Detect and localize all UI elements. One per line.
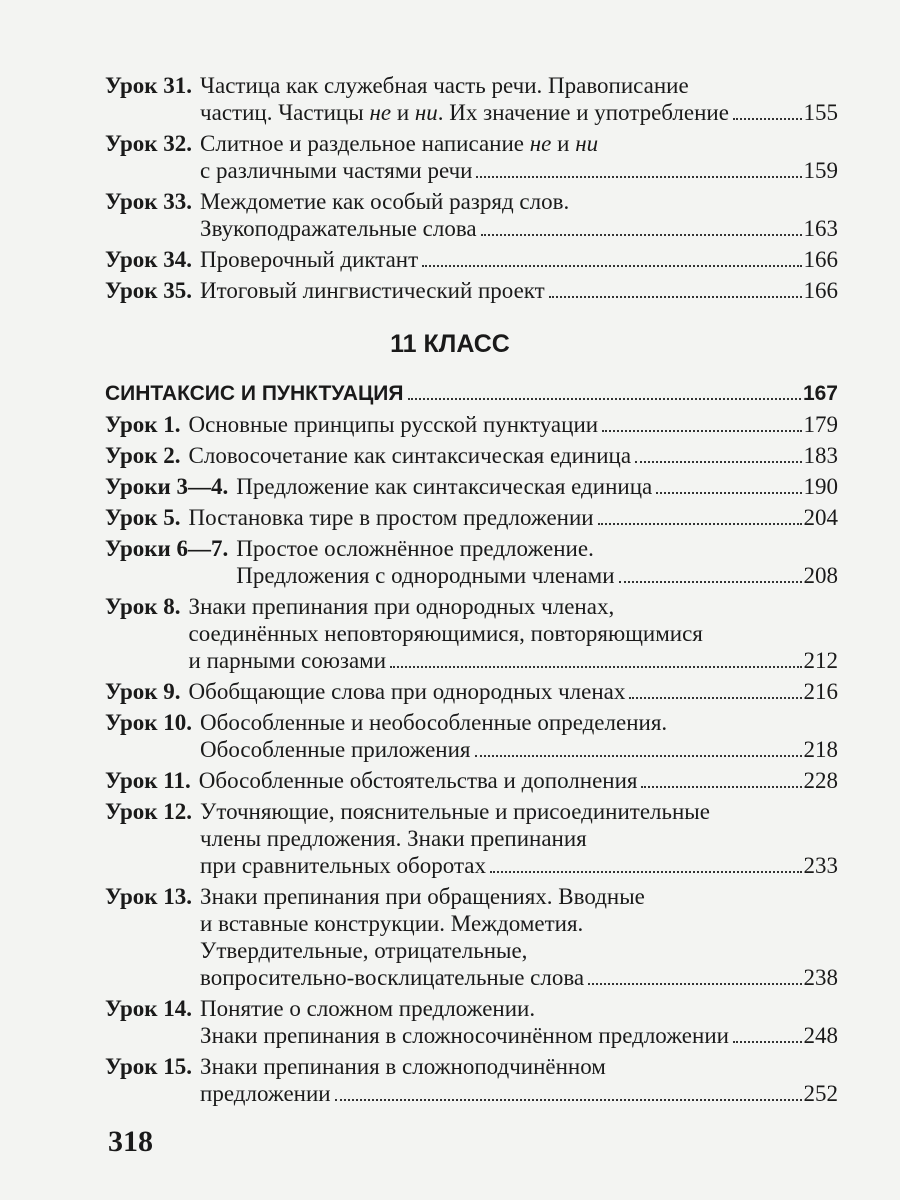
lesson-title-line: Знаки препинания при однородных членах, — [188, 594, 615, 619]
lesson-label: Урок 31. — [105, 73, 193, 98]
leader-dots — [422, 265, 801, 267]
lesson-title-line: Знаки препинания при обращениях. Вводные — [200, 884, 645, 909]
lesson-title-text: Предложение как синтаксическая единица — [236, 474, 653, 499]
lesson-title-text: предложении — [200, 1081, 331, 1106]
lesson-label: Урок 11. — [105, 768, 191, 793]
lesson-title-line: Понятие о сложном предложении. — [200, 996, 536, 1021]
page-reference: 159 — [803, 158, 838, 183]
lesson-title-line — [236, 562, 838, 589]
lesson-title-text: с различными частями речи — [200, 158, 473, 183]
lesson-label: Урок 35. — [105, 278, 193, 303]
page-reference: 166 — [803, 247, 838, 272]
lesson-title-text: вопросительно-восклицательные слова — [200, 965, 585, 990]
page-reference: 252 — [803, 1081, 838, 1106]
lesson-title-line: Уточняющие, пояснительные и присоединительные — [200, 799, 710, 824]
page-reference: 183 — [803, 443, 838, 468]
toc-entry — [105, 277, 838, 304]
leader-dots — [408, 398, 801, 400]
leader-dots — [475, 755, 802, 757]
lesson-title-line — [200, 246, 838, 273]
toc-entry — [105, 442, 838, 469]
lesson-title-text: Знаки препинания в сложносочинённом предложении — [200, 1023, 729, 1048]
lesson-label: Урок 5. — [105, 505, 181, 530]
lesson-title-line — [236, 473, 838, 500]
page-reference: 233 — [803, 853, 838, 878]
lesson-label: Урок 34. — [105, 247, 193, 272]
page-reference: 163 — [803, 216, 838, 241]
lesson-title-text: Постановка тире в простом предложении — [188, 505, 594, 530]
section-heading — [105, 380, 838, 407]
page-reference: 212 — [803, 648, 838, 673]
toc-entry — [105, 1053, 838, 1107]
leader-dots — [641, 786, 801, 788]
page-reference: 208 — [803, 563, 838, 588]
lesson-title-line — [200, 157, 838, 184]
toc-entry — [105, 535, 838, 589]
leader-dots — [335, 1099, 802, 1101]
lesson-title-text: частиц. Частицы не и ни. Их значение и употребление — [200, 100, 729, 125]
toc-top — [105, 72, 838, 308]
lesson-title-line: Обособленные и необособленные определения. — [200, 710, 668, 735]
lesson-title-text: Предложения с однородными членами — [236, 563, 615, 588]
toc-entry — [105, 798, 838, 879]
lesson-title-line — [189, 504, 838, 531]
lesson-title-text: Проверочный диктант — [200, 247, 419, 272]
leader-dots — [481, 234, 802, 236]
toc-entry — [105, 709, 838, 763]
leader-dots — [733, 118, 802, 120]
toc-entry — [105, 504, 838, 531]
lesson-label: Урок 10. — [105, 710, 193, 735]
lesson-title-line — [200, 964, 838, 991]
toc-entry — [105, 72, 838, 126]
lesson-title-line — [189, 678, 838, 705]
leader-dots — [598, 523, 802, 525]
lesson-title-line: Слитное и раздельное написание не и ни — [200, 131, 599, 156]
lesson-title-text: и парными союзами — [188, 648, 387, 673]
page-reference: 216 — [803, 679, 838, 704]
lesson-label: Урок 8. — [105, 594, 181, 619]
lesson-title-line — [200, 277, 838, 304]
leader-dots — [635, 461, 801, 463]
lesson-title-line: Утвердительные, отрицательные, — [200, 938, 528, 963]
lesson-title-line — [200, 736, 838, 763]
lesson-title-text: Основные принципы русской пунктуации — [188, 412, 599, 437]
lesson-title-line: соединённых неповторяющимися, повторяющимися — [188, 621, 703, 646]
lesson-label: Уроки 3—4. — [105, 474, 229, 499]
leader-dots — [602, 430, 801, 432]
lesson-title-line — [189, 411, 838, 438]
lesson-title-line — [199, 767, 838, 794]
page-number: 318 — [108, 1125, 153, 1158]
page-reference: 218 — [803, 737, 838, 762]
lesson-title-text: Обособленные обстоятельства и дополнения — [198, 768, 638, 793]
page-reference: 190 — [803, 474, 838, 499]
leader-dots — [619, 581, 802, 583]
lesson-title-line — [189, 442, 838, 469]
toc-entry — [105, 188, 838, 242]
toc-entry — [105, 883, 838, 991]
lesson-title-text: Звукоподражательные слова — [200, 216, 477, 241]
section-title: СИНТАКСИС И ПУНКТУАЦИЯ — [105, 382, 404, 405]
lesson-title-text: Итоговый лингвистический проект — [200, 278, 545, 303]
lesson-title-line: Междометие как особый разряд слов. — [200, 189, 570, 214]
page-reference: 248 — [803, 1023, 838, 1048]
lesson-title-line — [189, 647, 838, 674]
leader-dots — [588, 983, 801, 985]
lesson-title-text: Словосочетание как синтаксическая единица — [188, 443, 632, 468]
lesson-title-line — [200, 852, 838, 879]
toc-entry — [105, 593, 838, 674]
page-reference: 228 — [803, 768, 838, 793]
toc-entry — [105, 411, 838, 438]
lesson-title-line: Знаки препинания в сложноподчинённом — [200, 1054, 606, 1079]
lesson-label: Урок 33. — [105, 189, 193, 214]
lesson-title-line: Простое осложнённое предложение. — [236, 536, 594, 561]
lesson-label: Урок 1. — [105, 412, 181, 437]
leader-dots — [733, 1041, 802, 1043]
lesson-title-text: Обособленные приложения — [200, 737, 471, 762]
toc-entry — [105, 246, 838, 273]
lesson-label: Урок 9. — [105, 679, 181, 704]
lesson-title-line — [200, 1080, 838, 1107]
lesson-label: Урок 15. — [105, 1054, 193, 1079]
leader-dots — [390, 666, 801, 668]
lesson-label: Урок 32. — [105, 131, 193, 156]
lesson-label: Урок 12. — [105, 799, 193, 824]
page-reference: 204 — [803, 505, 838, 530]
leader-dots — [656, 492, 801, 494]
lesson-title-line: и вставные конструкции. Междометия. — [200, 911, 584, 936]
lesson-title-text: при сравнительных оборотах — [200, 853, 486, 878]
grade-heading: 11 КЛАСС — [390, 330, 510, 358]
toc-entry — [105, 767, 838, 794]
lesson-title-line — [200, 1022, 838, 1049]
lesson-title-text: Обобщающие слова при однородных членах — [188, 679, 626, 704]
leader-dots — [476, 176, 801, 178]
toc-entry — [105, 473, 838, 500]
toc-bottom — [105, 380, 838, 1111]
lesson-title-line — [200, 215, 838, 242]
leader-dots — [490, 871, 802, 873]
page-reference: 155 — [803, 100, 838, 125]
section-page: 167 — [802, 382, 838, 405]
toc-entry — [105, 130, 838, 184]
page-reference: 179 — [803, 412, 838, 437]
lesson-title-line: Частица как служебная часть речи. Правописание — [200, 73, 689, 98]
leader-dots — [549, 296, 802, 298]
lesson-label: Уроки 6—7. — [105, 536, 229, 561]
lesson-title-line — [200, 99, 838, 126]
lesson-label: Урок 2. — [105, 443, 181, 468]
page-reference: 166 — [803, 278, 838, 303]
page-reference: 238 — [803, 965, 838, 990]
toc-entry — [105, 678, 838, 705]
lesson-label: Урок 14. — [105, 996, 193, 1021]
leader-dots — [629, 697, 801, 699]
toc-entry — [105, 995, 838, 1049]
lesson-label: Урок 13. — [105, 884, 193, 909]
lesson-title-line: члены предложения. Знаки препинания — [200, 826, 587, 851]
